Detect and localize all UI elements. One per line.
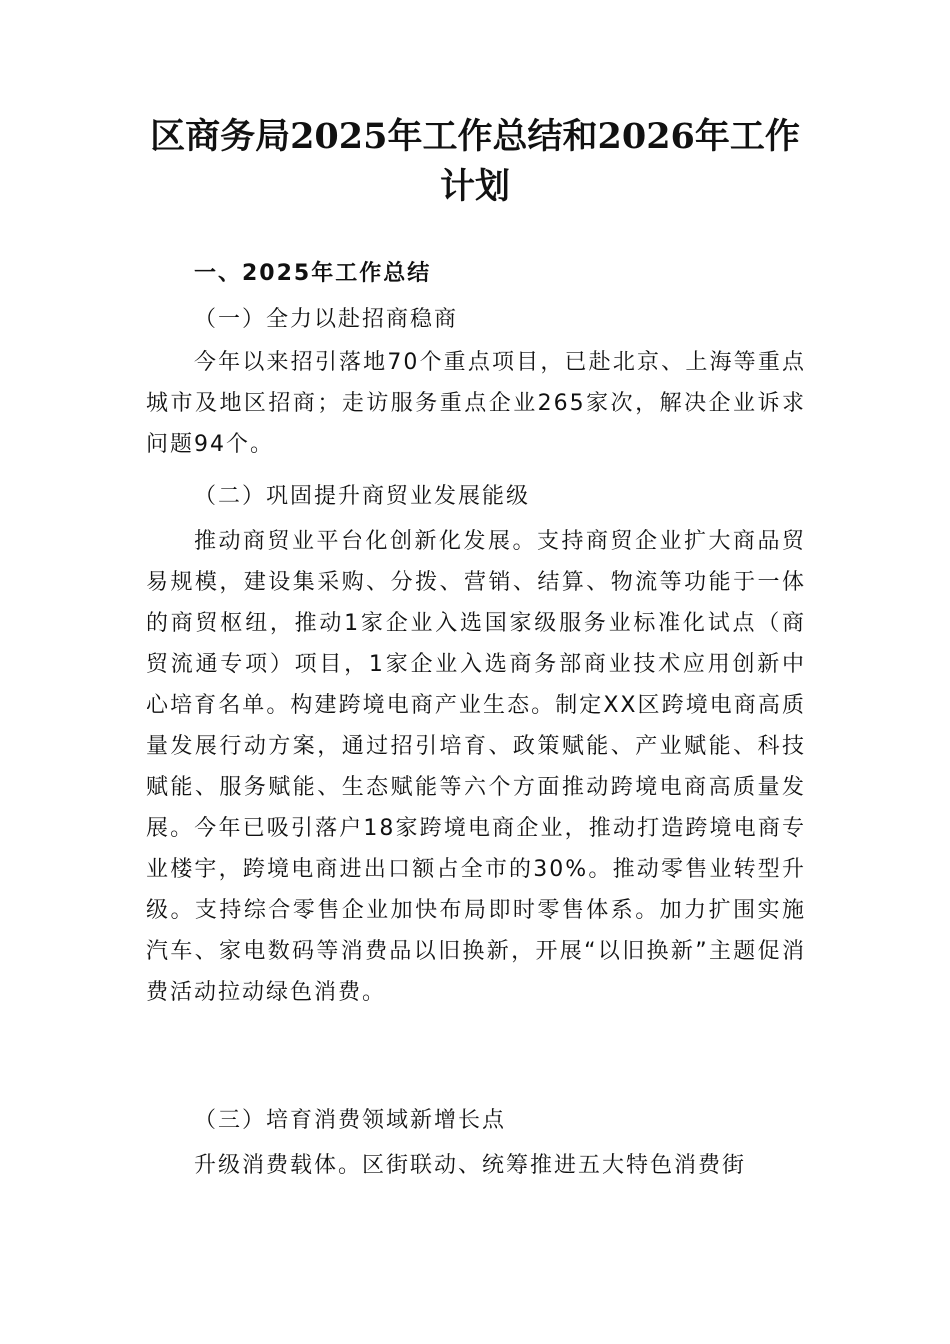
subsection-heading-3: （三）培育消费领域新增长点 bbox=[194, 1108, 507, 1133]
subsection-heading-1: （一）全力以赴招商稳商 bbox=[194, 307, 459, 332]
subsection-paragraph-1: 今年以来招引落地70个重点项目，已赴北京、上海等重点城市及地区招商；走访服务重点企业265家次，解决企业诉求问题94个。 bbox=[146, 350, 806, 457]
section-heading: 一、2025年工作总结 bbox=[194, 261, 432, 286]
subsection-paragraph-3: 升级消费载体。区街联动、统筹推进五大特色消费街 bbox=[194, 1153, 747, 1178]
subsection-heading-2: （二）巩固提升商贸业发展能级 bbox=[194, 484, 531, 509]
document-title: 区商务局2025年工作总结和2026年工作计划 bbox=[150, 116, 800, 207]
subsection-paragraph-2: 推动商贸业平台化创新化发展。支持商贸企业扩大商品贸易规模，建设集采购、分拨、营销、结算、物流等功能于一体的商贸枢纽，推动1家企业入选国家级服务业标准化试点（商贸流通专项）项目，1家企业入选商务部商业技术应用创新中心培育名单。构建跨境电商产业生态。制定XX区跨境电商高质量发展行动方案，通过招引培育、政策赋能、产业赋能、科技赋能、服务赋能、生态赋能等六个方面推动跨境电商高质量发展。今年已吸引落户18家跨境电商企业，推动打造跨境电商专业楼宇，跨境电商进出口额占全市的30%。推动零售业转型升级。支持综合零售企业加快布局即时零售体系。加力扩围实施汽车、家电数码等消费品以旧换新，开展“以旧换新”主题促消费活动拉动绿色消费。 bbox=[146, 529, 806, 1005]
